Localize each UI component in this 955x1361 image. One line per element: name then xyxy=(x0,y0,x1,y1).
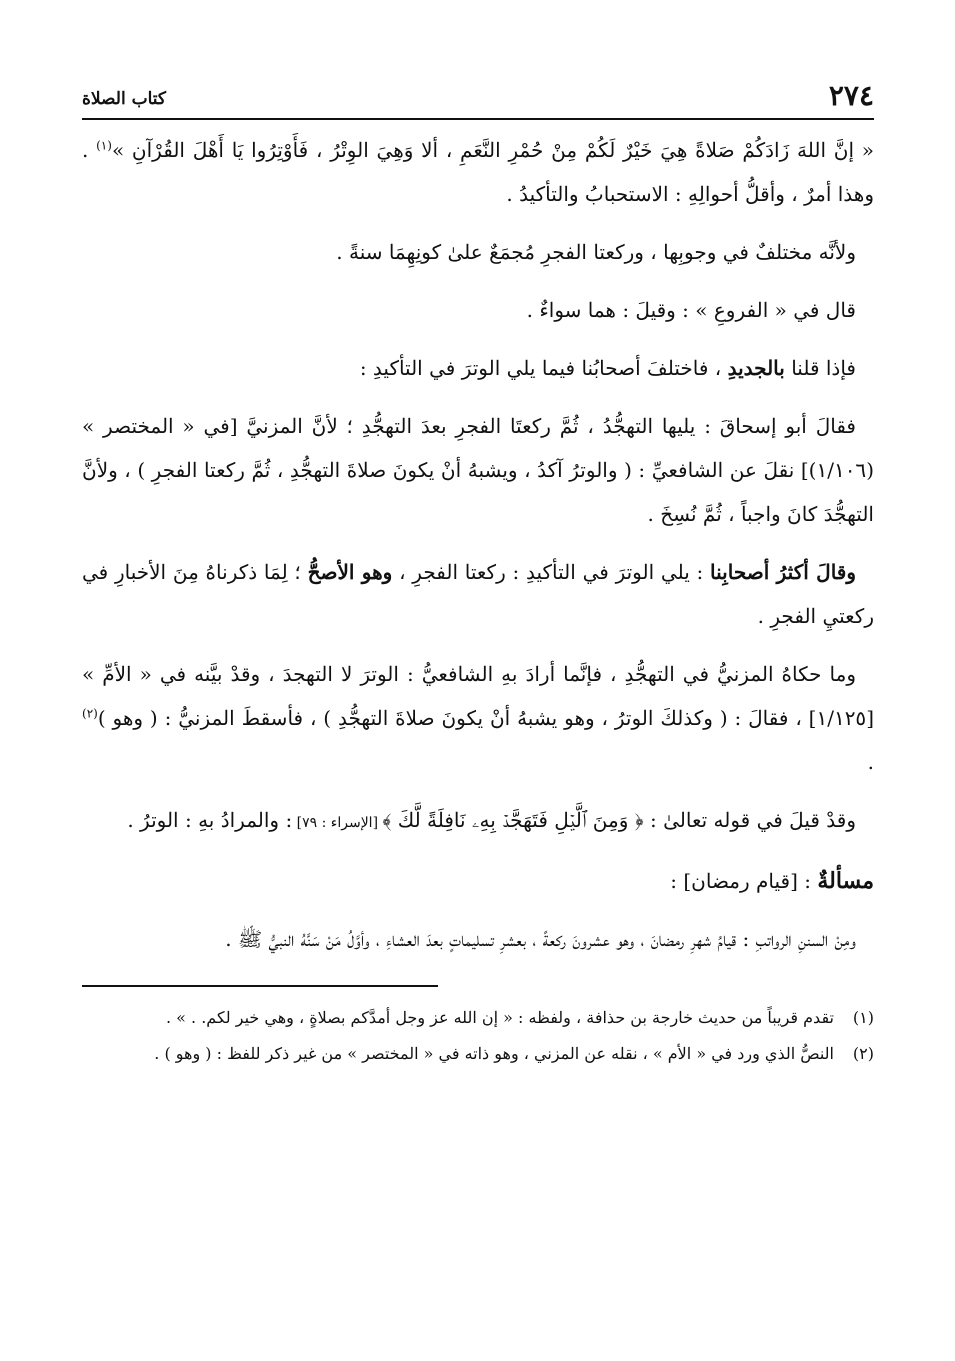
bold-jadid: بالجديدِ xyxy=(727,356,785,380)
masala-label: مسألةٌ xyxy=(817,868,874,894)
footnotes xyxy=(82,1003,874,1069)
paragraph-8 xyxy=(82,798,874,845)
footnote-rule xyxy=(82,985,438,987)
paragraph-6 xyxy=(82,550,874,638)
page xyxy=(82,78,874,1075)
paragraph-3: قال في « الفروعِ » : وقيلَ : هما سواءٌ . xyxy=(526,298,856,322)
paragraph-4 xyxy=(82,346,874,390)
hadith-comment: . وهذا أمرٌ ، وأقلُّ أحوالِهِ : الاستحبابُ والتأكيدُ . xyxy=(82,138,874,206)
page-number: ٢٧٤ xyxy=(828,79,874,112)
paragraph-5: فقالَ أبو إسحاقَ : يليها التهجُّدُ ، ثُمَّ ركعتَا الفجرِ بعدَ التهجُّدِ ؛ لأنَّ المزنيَّ [في « المختصر » (١/١٠٦)] نقلَ عن الشافعيِّ : ( والوترُ آكدُ ، ويشبهُ أنْ يكونَ صلاةَ التهجُّدِ ، ثُمَّ ركعتا الفجرِ ) ، ولأنَّ التهجُّدَ كانَ واجباً ، ثُمَّ نُسِخَ . xyxy=(82,414,874,526)
paragraph-6-mid: : يلي الوترَ في التأكيدِ : ركعتا الفجرِ ، xyxy=(392,560,711,584)
paragraph-7-end: . xyxy=(867,750,874,774)
footnote-number: (٢) xyxy=(852,1044,874,1063)
paragraph-4-start: فإذا قلنا xyxy=(784,356,856,380)
footnote-number: (١) xyxy=(852,1008,874,1027)
masala-text: ومِنْ السننِ الرواتبِ : قيامُ شهرِ رمضانَ ، وهو عشرونَ ركعةً ، بعشرِ تسليماتٍ بعدَ العشاءِ ، وأوَّلُ مَنْ سَنَّهُ النبيُّ ﷺ . xyxy=(225,927,856,951)
paragraph-8-end: : والمرادُ بهِ : الوترُ . xyxy=(127,808,293,832)
paragraph-7 xyxy=(82,652,874,784)
masala-title: : [قيام رمضان] : xyxy=(670,869,818,893)
hadith-quote: « إنَّ اللهَ زَادَكُمْ صَلاةً هِيَ خَيْرٌ لَكُمْ مِنْ حُمْرِ النَّعَمِ ، ألا وَهِيَ الوِتْرُ ، فَأَوْتِرُوا يَا أَهْلَ القُرْآنِ » xyxy=(111,138,874,162)
paragraph-7-text: وما حكاهُ المزنيُّ في التهجُّدِ ، فإنَّما أرادَ بهِ الشافعيُّ : الوترَ لا التهجدَ ، وقدْ بيَّنه في « الأمِّ » [١/١٢٥] ، فقالَ : ( وكذلكَ الوترُ ، وهو يشبهُ أنْ يكونَ صلاةَ التهجُّدِ ) ، فأسقطَ المزنيُّ : ( وهو ) xyxy=(82,662,874,730)
footnote-ref-2[interactable]: (٢) xyxy=(82,706,98,721)
page-header xyxy=(82,78,874,114)
bold-akthar: وقالَ أكثرُ أصحابِنا xyxy=(710,560,857,584)
paragraph-4-end: ، فاختلفَ أصحابُنا فيما يلي الوترَ في التأكيدِ : xyxy=(359,356,728,380)
main-text xyxy=(82,128,874,961)
footnote-text: تقدم قريباً من حديث خارجة بن حذافة ، ولفظه : « إن الله عز وجل أمدَّكم بصلاةٍ ، وهي خير لكم. . » . xyxy=(165,1008,834,1027)
bold-asahh: وهو الأصحُّ xyxy=(307,560,393,584)
header-rule xyxy=(82,118,874,120)
paragraph-6-end: ؛ لِمَا ذكرناهُ مِنَ الأخبارِ في ركعتيِ الفجرِ . xyxy=(82,560,874,628)
verse-reference: [الإسراء : ٧٩] xyxy=(292,815,383,831)
paragraph-2: ولأنَّه مختلفٌ في وجوبِها ، وركعتا الفجرِ مُجمَعٌ علىٰ كونِهِمَا سنةً . xyxy=(336,240,856,264)
footnote-2 xyxy=(82,1039,874,1069)
running-title: كتاب الصلاة xyxy=(82,89,167,109)
paragraph-hadith xyxy=(82,128,874,216)
footnote-ref-1[interactable]: (١) xyxy=(96,138,112,153)
paragraph-8-start: وقدْ قيلَ في قوله تعالىٰ : xyxy=(643,808,856,832)
footnote-text: النصُّ الذي ورد في « الأم » ، نقله عن المزني ، وهو ذاته في « المختصر » من غير ذكر للفظ : ( وهو ) . xyxy=(154,1044,834,1063)
quran-verse: ﴿ وَمِنَ ٱلَّيۡلِ فَتَهَجَّدۡ بِهِۦ نَافِلَةً لَّكَ ﴾ xyxy=(382,808,644,832)
footnote-1 xyxy=(82,1003,874,1033)
masala-heading xyxy=(82,859,874,903)
